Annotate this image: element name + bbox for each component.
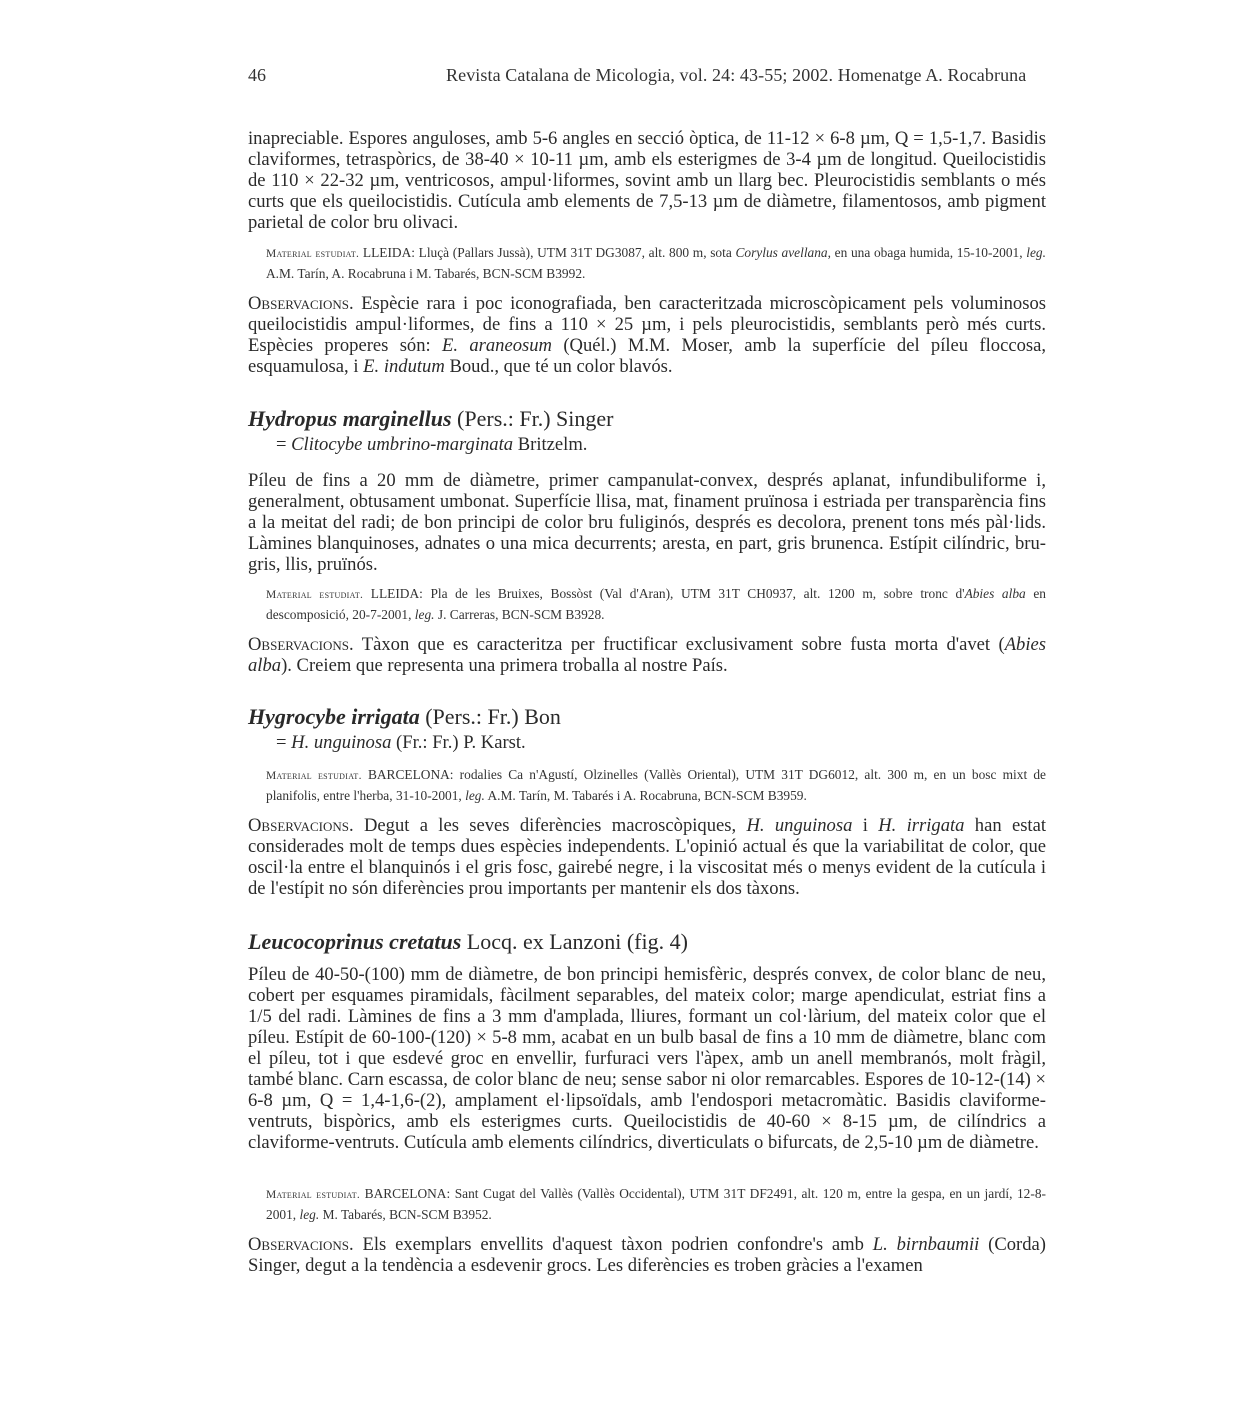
observations-leucocoprinus: Observacions. Els exemplars envellits d'aquest tàxon podrien confondre's amb L. birnbaumii (Corda) Singer, degut a la tendència a esdevenir grocs. Les diferències es troben gràcies a l'examen (248, 1234, 1046, 1276)
material-studied-leucocoprinus: Material estudiat. BARCELONA: Sant Cugat del Vallès (Vallès Occidental), UTM 31T DF2491, alt. 120 m, entre la gespa, en un jardí, 12-8-2001, leg. M. Tabarés, BCN-SCM B3952. (266, 1186, 1046, 1222)
observations-1: Observacions. Espècie rara i poc iconografiada, ben caracteritzada microscòpicament pels voluminosos queilocistidis ampul·liformes, de fins a 110 × 25 µm, i pels pleurocistidis, semblants però més curts. Espècies properes són: E. araneosum (Quél.) M.M. Moser, amb la superfície del píleu floccosa, esquamulosa, i E. indutum Boud., que té un color blavós. (248, 293, 1047, 377)
running-header: Revista Catalana de Micologia, vol. 24: 43-55; 2002. Homenatge A. Rocabruna (446, 65, 1027, 85)
species-entry-hygrocybe (248, 704, 1046, 753)
figure-reference: (fig. 4) (626, 929, 688, 954)
species-title: Hydropus marginellus (Pers.: Fr.) Singer (248, 406, 614, 431)
species-title: Hygrocybe irrigata (Pers.: Fr.) Bon (248, 704, 561, 729)
observations-label: Observacions. (248, 293, 354, 314)
description-continued (248, 128, 1046, 233)
material-label: Material estudiat. (266, 248, 360, 260)
material-studied-hygrocybe: Material estudiat. BARCELONA: rodalies Ca n'Agustí, Olzinelles (Vallès Oriental), UTM 31T DG6012, alt. 300 m, en un bosc mixt de planifolis, entre l'herba, 31-10-2001, leg. A.M. Tarín, M. Tabarés i A. Rocabruna, BCN-SCM B3959. (266, 767, 1046, 803)
description-leucocoprinus: Píleu de 40-50-(100) mm de diàmetre, de bon principi hemisfèric, després convex, de color blanc de neu, cobert per esquames piramidals, fàcilment separables, del mateix color; marge apendiculat, estriat fins a 1/5 del radi. Làmines de fins a 3 mm d'amplada, lliures, formant un col·làrium, del mateix color que el píleu. Estípit de 60-100-(120) × 5-8 mm, acabat en un bulb basal de fins a 10 mm de diàmetre, blanc com el píleu, tot i que esdevé groc en envellir, furfuraci vers l'àpex, amb un anell membranós, molt fràgil, també blanc. Carn escassa, de color blanc de neu; sense sabor ni olor remarcables. Espores de 10-12-(14) × 6-8 µm, Q = 1,4-1,6-(2), amplament el·lipsoïdals, amb l'endospori metacromàtic. Basidis claviforme-ventruts, bispòrics, amb els esterigmes curts. Queilocistidis de 40-60 × 8-15 µm, de cilíndrics a claviforme-ventruts. Cutícula amb elements cilíndrics, diverticulats o bifurcats, de 2,5-10 µm de diàmetre. (248, 964, 1046, 1153)
material-studied-hydropus: Material estudiat. LLEIDA: Pla de les Bruixes, Bossòst (Val d'Aran), UTM 31T CH0937, alt. 1200 m, sobre tronc d'Abies alba en descomposició, 20-7-2001, leg. J. Carreras, BCN-SCM B3928. (266, 586, 1046, 622)
species-entry-leucocoprinus (248, 929, 1046, 955)
page-number: 46 (248, 65, 266, 85)
species-synonym: = Clitocybe umbrino-marginata Britzelm. (276, 434, 588, 455)
material-studied-1: Material estudiat. LLEIDA: Lluçà (Pallars Jussà), UTM 31T DG3087, alt. 800 m, sota Corylus avellana, en una obaga humida, 15-10-2001, leg. A.M. Tarín, A. Rocabruna i M. Tabarés, BCN-SCM B3992. (266, 245, 1046, 281)
species-synonym: = H. unguinosa (Fr.: Fr.) P. Karst. (276, 732, 526, 753)
observations-hygrocybe: Observacions. Degut a les seves diferències macroscòpiques, H. unguinosa i H. irrigata han estat considerades molt de temps dues espècies independents. L'opinió actual és que la variabilitat de color, que oscil·la entre el blanquinós i el gris fosc, gairebé negre, i la viscositat més o menys evident de la cutícula i de l'estípit no són diferències prou importants per mantenir els dos tàxons. (248, 815, 1047, 899)
description-hydropus: Píleu de fins a 20 mm de diàmetre, primer campanulat-convex, després aplanat, infundibuliforme i, generalment, obtusament umbonat. Superfície llisa, mat, finament pruïnosa i estriada per transparència fins a la meitat del radi; de bon principi de color bru fuliginós, després es decolora, prenent tons més pàl·lids. Làmines blanquinoses, adnates o una mica decurrents; aresta, en part, gris brunenca. Estípit cilíndric, bru-gris, llis, pruïnós. (248, 470, 1046, 575)
observations-hydropus: Observacions. Tàxon que es caracteritza per fructificar exclusivament sobre fusta morta d'avet (Abies alba). Creiem que representa una primera troballa al nostre País. (248, 634, 1046, 676)
paragraph-text: inapreciable. Espores anguloses, amb 5-6 angles en secció òptica, de 11-12 × 6-8 µm, Q = 1,5-1,7. Basidis claviformes, tetraspòrics, de 38-40 × 10-11 µm, amb els esterigmes de 3-4 µm de longitud. Queilocistidis de 110 × 22-32 µm, ventricosos, ampul·liformes, sovint amb un llarg bec. Pleurocistidis semblants o més curts que els queilocistidis. Cutícula amb elements de 7,5-13 µm de diàmetre, filamentosos, amb pigment parietal de color bru olivaci. (248, 128, 1046, 233)
species-title: Leucocoprinus cretatus Locq. ex Lanzoni (fig. 4) (248, 929, 688, 954)
species-entry-hydropus (248, 406, 1046, 455)
